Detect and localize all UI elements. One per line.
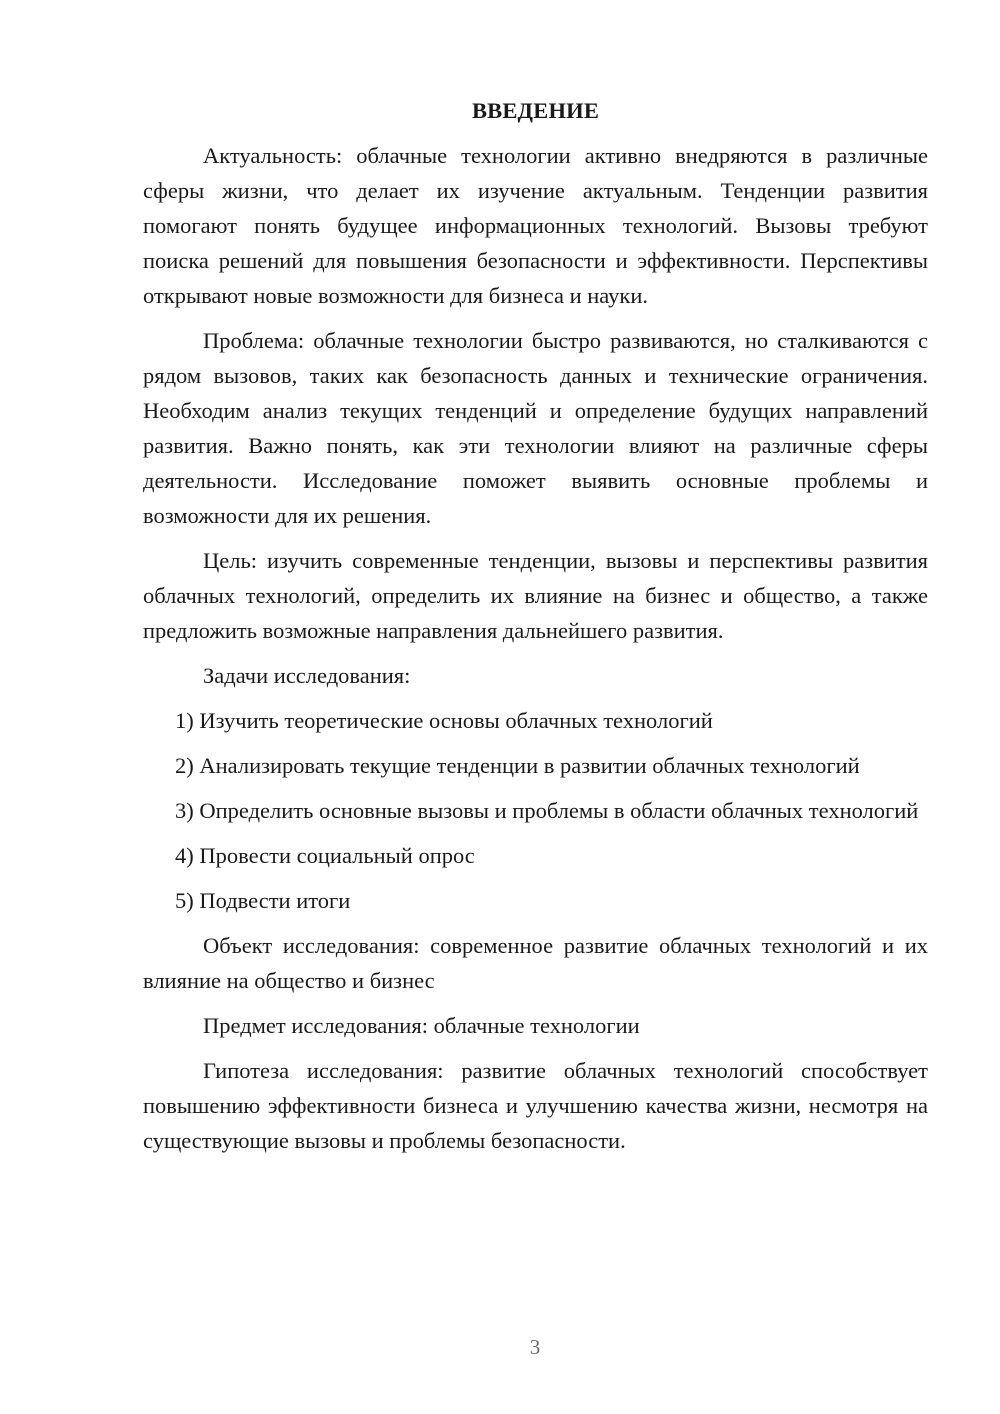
task-item: 2) Анализировать текущие тенденции в развитии облачных технологий — [175, 753, 860, 778]
relevance-paragraph: Актуальность: облачные технологии активно внедряются в различные сферы жизни, что делает их изучение актуальным. Тенденции развития помогают понять будущее информационных технологий. Вызовы требуют поиска решений для повышения безопасности и эффективности. Перспективы открывают новые возможности для бизнеса и науки. — [143, 143, 928, 308]
page-number: 3 — [529, 1335, 541, 1359]
hypothesis-paragraph: Гипотеза исследования: развитие облачных технологий способствует повышению эффективности бизнеса и улучшению качества жизни, несмотря на существующие вызовы и проблемы безопасности. — [143, 1058, 928, 1153]
task-item: 5) Подвести итоги — [175, 888, 351, 913]
task-item: 4) Провести социальный опрос — [175, 843, 475, 868]
subject-paragraph: Предмет исследования: облачные технологии — [203, 1013, 640, 1038]
object-paragraph: Объект исследования: современное развитие облачных технологий и их влияние на общество и бизнес — [143, 933, 928, 993]
document-body — [143, 93, 928, 1158]
task-item: 1) Изучить теоретические основы облачных технологий — [175, 708, 713, 733]
task-item: 3) Определить основные вызовы и проблемы в области облачных технологий — [175, 798, 919, 823]
section-heading: ВВЕДЕНИЕ — [471, 98, 600, 123]
tasks-list — [143, 703, 928, 918]
tasks-intro: Задачи исследования: — [203, 663, 411, 688]
goal-paragraph: Цель: изучить современные тенденции, вызовы и перспективы развития облачных технологий, определить их влияние на бизнес и общество, а также предложить возможные направления дальнейшего развития. — [143, 548, 928, 643]
problem-paragraph: Проблема: облачные технологии быстро развиваются, но сталкиваются с рядом вызовов, таких как безопасность данных и технические ограничения. Необходим анализ текущих тенденций и определение будущих направлений развития. Важно понять, как эти технологии влияют на различные сферы деятельности. Исследование поможет выявить основные проблемы и возможности для их решения. — [143, 328, 928, 528]
